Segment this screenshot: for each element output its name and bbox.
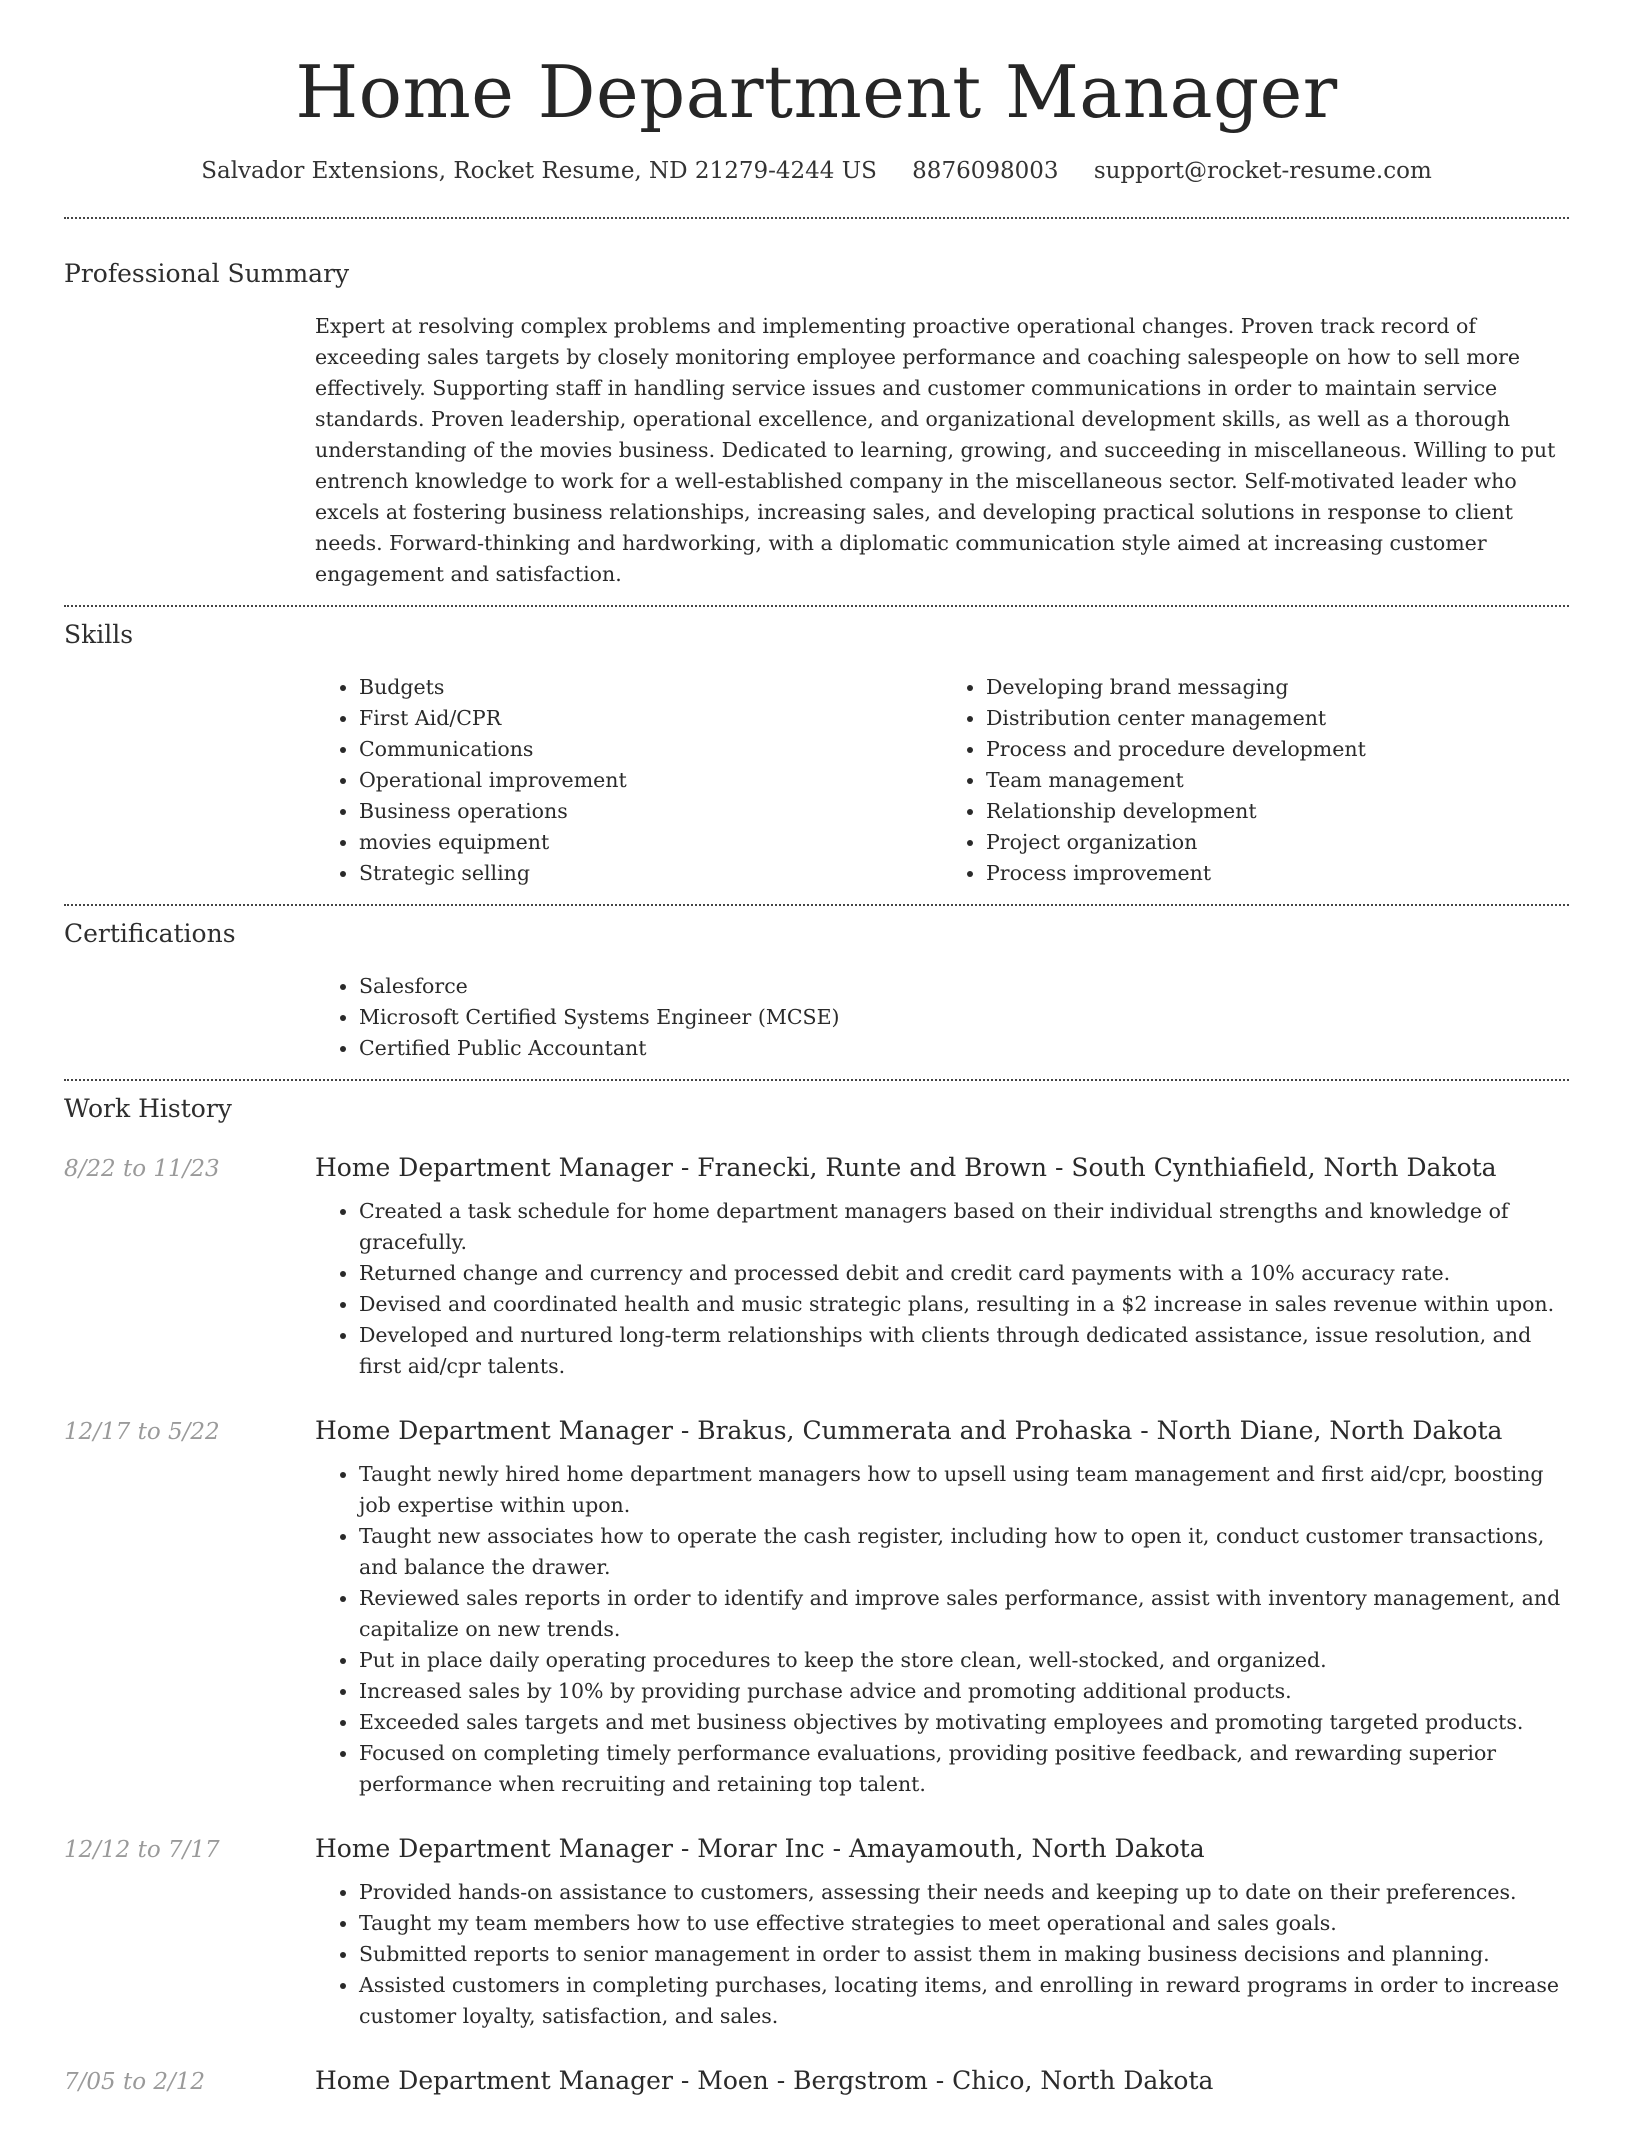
section-title-skills: Skills [64, 620, 134, 649]
job-header [64, 1153, 1569, 1182]
list-item: • Team management [986, 765, 1569, 796]
job-bullet-list [315, 1877, 1569, 2032]
list-item: • Taught my team members how to use effective strategies to meet operational and sales goals. [359, 1908, 1569, 1939]
job-title: Home Department Manager - Morar Inc - Amayamouth, North Dakota [315, 1834, 1205, 1863]
list-item: • Taught new associates how to operate the cash register, including how to open it, conduct customer transactions, and balance the drawer. [359, 1521, 1569, 1583]
job-bullets [315, 1196, 1569, 1382]
contact-phone[interactable]: 8876098003 [912, 158, 1059, 184]
job-dates: 12/12 to 7/17 [64, 1837, 220, 1863]
job-entry [64, 2066, 1569, 2095]
job-title: Home Department Manager - Franecki, Runte and Brown - South Cynthiafield, North Dakota [315, 1153, 1497, 1182]
job-entry [64, 1834, 1569, 2032]
skills-column-left [315, 672, 942, 889]
list-item: • Developed and nurtured long-term relationships with clients through dedicated assistance, issue resolution, and first aid/cpr talents. [359, 1320, 1569, 1382]
resume-name: Home Department Manager [295, 50, 1338, 134]
resume-page [64, 0, 1569, 2129]
section-title-summary: Professional Summary [64, 259, 350, 288]
list-item: • Relationship development [986, 796, 1569, 827]
list-item: • Salesforce [359, 971, 1569, 1002]
job-entry [64, 1153, 1569, 1382]
work-history-list [64, 1153, 1569, 2095]
list-item: • Communications [359, 734, 942, 765]
list-item: • Exceeded sales targets and met business objectives by motivating employees and promoting targeted products. [359, 1707, 1569, 1738]
contact-address: Salvador Extensions, Rocket Resume, ND 21279-4244 US [201, 158, 877, 184]
divider [64, 217, 1569, 219]
list-item: • Microsoft Certified Systems Engineer (MCSE) [359, 1002, 1569, 1033]
list-item: • Strategic selling [359, 858, 942, 889]
list-item: • movies equipment [359, 827, 942, 858]
list-item: • Developing brand messaging [986, 672, 1569, 703]
job-title: Home Department Manager - Brakus, Cummerata and Prohaska - North Diane, North Dakota [315, 1416, 1503, 1445]
contact-email[interactable]: support@rocket-resume.com [1093, 158, 1432, 184]
job-entry [64, 1416, 1569, 1800]
divider [64, 904, 1569, 906]
list-item: • Provided hands-on assistance to customers, assessing their needs and keeping up to date on their preferences. [359, 1877, 1569, 1908]
job-header [64, 1834, 1569, 1863]
job-dates: 12/17 to 5/22 [64, 1419, 220, 1445]
list-item: • Project organization [986, 827, 1569, 858]
list-item: • Process improvement [986, 858, 1569, 889]
list-item: • Focused on completing timely performance evaluations, providing positive feedback, and rewarding superior performance when recruiting and retaining top talent. [359, 1738, 1569, 1800]
job-bullets [315, 1459, 1569, 1800]
list-item: • Devised and coordinated health and music strategic plans, resulting in a $2 increase in sales revenue within upon. [359, 1289, 1569, 1320]
job-title: Home Department Manager - Moen - Bergstrom - Chico, North Dakota [315, 2066, 1214, 2095]
section-title-certifications: Certifications [64, 919, 236, 948]
list-item: • Created a task schedule for home department managers based on their individual strengths and knowledge of gracefully. [359, 1196, 1569, 1258]
list-item: • Put in place daily operating procedures to keep the store clean, well-stocked, and organized. [359, 1645, 1569, 1676]
job-bullet-list [315, 1196, 1569, 1382]
skills-list [315, 672, 1569, 889]
divider [64, 605, 1569, 607]
list-item: • Assisted customers in completing purchases, locating items, and enrolling in reward programs in order to increase customer loyalty, satisfaction, and sales. [359, 1970, 1569, 2032]
list-item: • Certified Public Accountant [359, 1033, 1569, 1064]
skills-column-right [942, 672, 1569, 889]
job-dates: 8/22 to 11/23 [64, 1156, 220, 1182]
job-bullet-list [315, 1459, 1569, 1800]
summary-text: Expert at resolving complex problems and implementing proactive operational changes. Proven track record of exceeding sales targets by closely monitoring employee performance and coaching salespeople on how to sell more effectively. Supporting staff in handling service issues and customer communications in order to maintain service standards. Proven leadership, operational excellence, and organizational development skills, as well as a thorough understanding of the movies business. Dedicated to learning, growing, and succeeding in miscellaneous. Willing to put entrench knowledge to work for a well-established company in the miscellaneous sector. Self-motivated leader who excels at fostering business relationships, increasing sales, and developing practical solutions in response to client needs. Forward-thinking and hardworking, with a diplomatic communication style aimed at increasing customer engagement and satisfaction. [315, 314, 1556, 586]
section-title-work-history: Work History [64, 1094, 232, 1123]
list-item: • Process and procedure development [986, 734, 1569, 765]
list-item: • Returned change and currency and processed debit and credit card payments with a 10% accuracy rate. [359, 1258, 1569, 1289]
job-bullets [315, 1877, 1569, 2032]
divider [64, 1079, 1569, 1081]
list-item: • Business operations [359, 796, 942, 827]
job-header [64, 1416, 1569, 1445]
list-item: • Submitted reports to senior management in order to assist them in making business decisions and planning. [359, 1939, 1569, 1970]
list-item: • Increased sales by 10% by providing purchase advice and promoting additional products. [359, 1676, 1569, 1707]
list-item: • Reviewed sales reports in order to identify and improve sales performance, assist with inventory management, and capitalize on new trends. [359, 1583, 1569, 1645]
certifications-items [315, 971, 1569, 1064]
job-dates: 7/05 to 2/12 [64, 2069, 206, 2095]
job-header [64, 2066, 1569, 2095]
list-item: • First Aid/CPR [359, 703, 942, 734]
list-item: • Distribution center management [986, 703, 1569, 734]
list-item: • Operational improvement [359, 765, 942, 796]
contact-line [64, 158, 1569, 184]
list-item: • Taught newly hired home department managers how to upsell using team management and first aid/cpr, boosting job expertise within upon. [359, 1459, 1569, 1521]
list-item: • Budgets [359, 672, 942, 703]
certifications-list [315, 971, 1569, 1064]
